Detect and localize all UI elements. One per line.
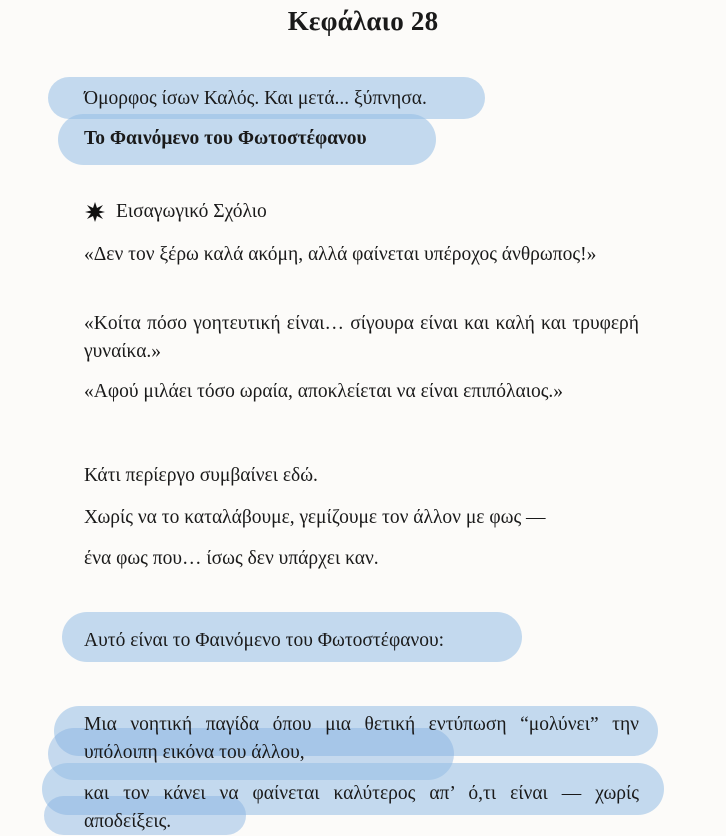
paragraph-4: Αυτό είναι το Φαινόμενο του Φωτοστέφανου: — [84, 630, 445, 651]
intro-line: Όμορφος ίσων Καλός. Και μετά... ξύπνησα. — [84, 88, 427, 109]
page-title: Κεφάλαιο 28 — [287, 6, 439, 36]
quote-1: «Δεν τον ξέρω καλά ακόμη, αλλά φαίνεται υπέροχος άνθρωπος!» — [84, 244, 597, 265]
paragraph-2: Χωρίς να το καταλάβουμε, γεμίζουμε τον άλλον με φως — — [84, 507, 546, 528]
note-label: Εισαγωγικό Σχόλιο — [116, 201, 267, 222]
quote-3: «Αφού μιλάει τόσο ωραία, αποκλείεται να είναι επιπόλαιος.» — [84, 381, 564, 402]
note-row — [84, 198, 267, 226]
paragraph-1: Κάτι περίεργο συμβαίνει εδώ. — [84, 465, 318, 486]
sparkle-icon — [84, 201, 106, 223]
paragraph-3: ένα φως που… ίσως δεν υπάρχει καν. — [84, 548, 379, 569]
paragraph-6: και τον κάνει να φαίνεται καλύτερος απ’ ό,τι είναι — χωρίς αποδείξεις. — [84, 783, 639, 832]
section-heading: Το Φαινόμενο του Φωτοστέφανου — [84, 128, 367, 149]
quote-2: «Κοίτα πόσο γοητευτική είναι… σίγουρα είναι και καλή και τρυφερή γυναίκα.» — [84, 313, 639, 362]
paragraph-5: Μια νοητική παγίδα όπου μια θετική εντύπωση “μολύνει” την υπόλοιπη εικόνα του άλλου, — [84, 714, 639, 763]
